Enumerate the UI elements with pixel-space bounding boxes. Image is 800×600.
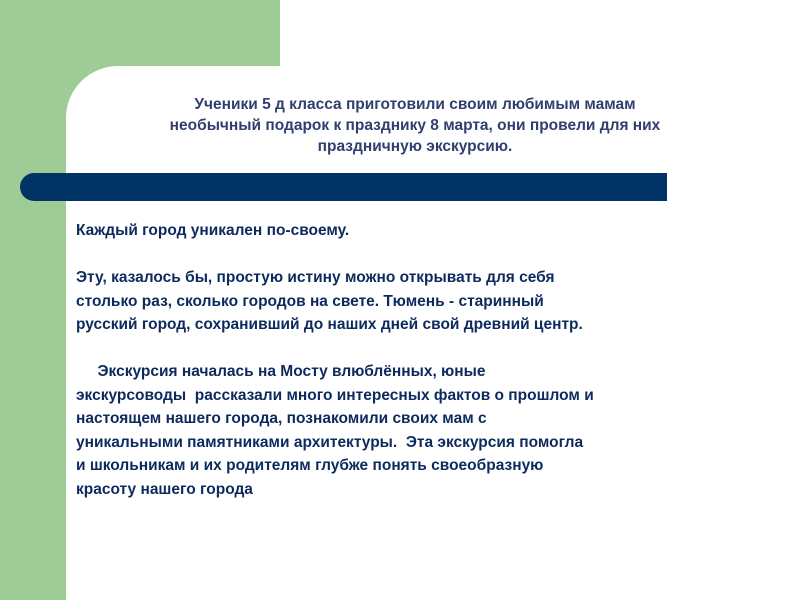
body-paragraph-1: Каждый город уникален по-своему. [76, 222, 350, 239]
paragraph-spacer [76, 337, 776, 361]
body-paragraph-3-line-6: красоту нашего города [76, 480, 253, 498]
body-paragraph-3-line-3: настоящем нашего города, познакомили своих мам с [76, 410, 487, 427]
green-left-strip [0, 0, 66, 600]
body-paragraph-3-line-1: Экскурсия началась на Мосту влюблённых, юные [76, 363, 486, 380]
slide-title [80, 94, 750, 157]
body-paragraph-2-line-2: столько раз, сколько городов на свете. Тюмень - старинный [76, 292, 544, 310]
slide-body [76, 219, 776, 501]
body-paragraph-2-line-1: Эту, казалось бы, простую истину можно открывать для себя [76, 269, 555, 286]
title-line-3: праздничную экскурсию. [317, 138, 513, 155]
body-paragraph-2-line-3: русский город, сохранивший до наших дней свой древний центр. [76, 316, 583, 333]
title-line-2: необычный подарок к празднику 8 марта, они провели для них [169, 117, 661, 134]
body-paragraph-3-line-4: уникальными памятниками архитектуры. Эта экскурсия помогла [76, 433, 584, 451]
decorative-divider-bar [20, 173, 667, 201]
title-line-1: Ученики 5 д класса приготовили своим любимым мамам [194, 96, 636, 113]
paragraph-spacer [76, 243, 776, 267]
body-paragraph-3-line-2: экскурсоводы рассказали много интересных фактов о прошлом и [76, 386, 594, 404]
body-paragraph-3-line-5: и школьникам и их родителям глубже понять своеобразную [76, 457, 544, 474]
